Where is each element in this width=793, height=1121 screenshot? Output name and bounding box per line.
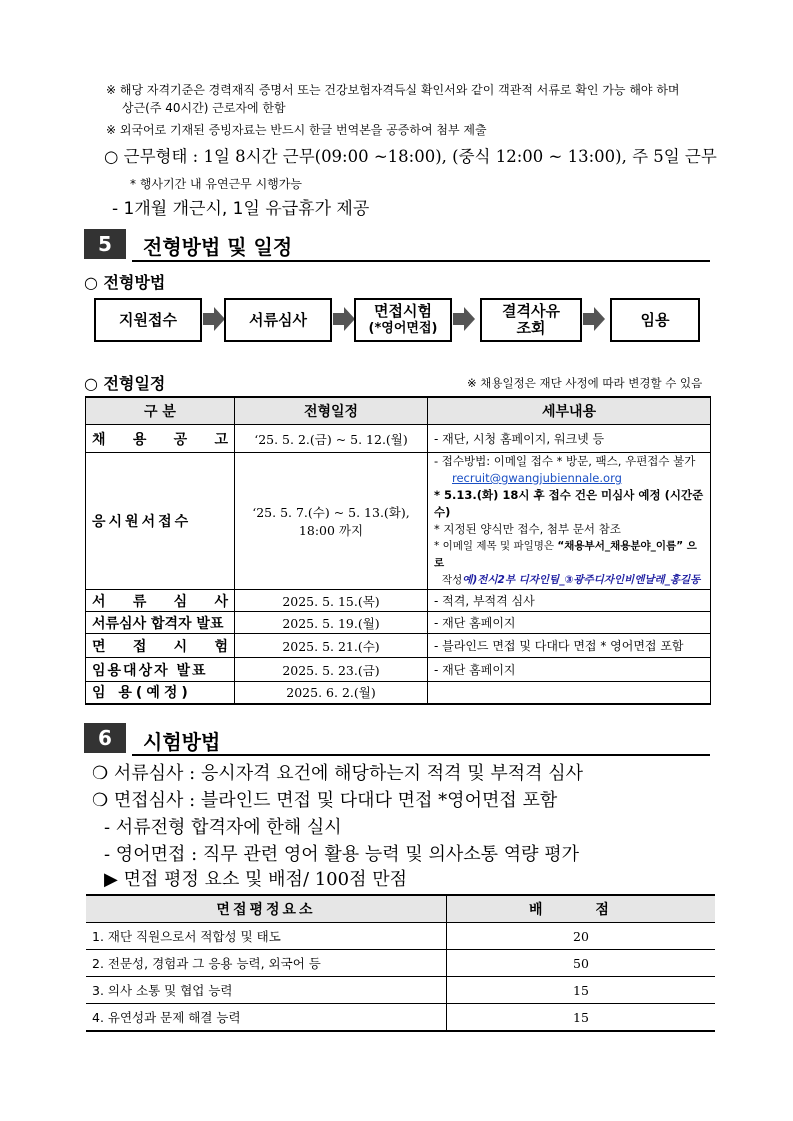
table-row (86, 425, 711, 453)
label-cell-text: 채 용 공 고 (92, 431, 228, 448)
table-row (86, 950, 715, 977)
work-type: ○ 근무형태 : 1일 8시간 근무(09:00 ~18:00), (중식 12:00 ~ 13:00), 주 5일 근무 (104, 147, 717, 166)
schedule-change-note: ※ 채용일정은 재단 사정에 따라 변경할 수 있음 (467, 376, 703, 390)
flow-step-interview (354, 298, 452, 342)
table-row (86, 634, 711, 658)
detail-cell: - 재단 홈페이지 (428, 658, 711, 682)
date-cell: ‘25. 5. 7.(수) ~ 5. 13.(화), 18:00 까지 (235, 453, 428, 590)
detail-cell (428, 682, 711, 704)
paid-leave: - 1개월 개근시, 1일 유급휴가 제공 (112, 199, 370, 219)
item-cell: 3. 의사 소통 및 협업 능력 (86, 977, 447, 1004)
flow-sublabel: 조회 (516, 319, 546, 337)
note-line: 상근(주 40시간) 근로자에 한함 (122, 101, 286, 115)
flow-sublabel: (*영어면접) (368, 321, 438, 336)
label-cell: 임 용(예정) (86, 682, 235, 704)
date-cell: 2025. 5. 23.(금) (235, 658, 428, 682)
table-row (86, 612, 711, 634)
exam-line-eligibility: - 서류전형 합격자에 한해 실시 (104, 817, 342, 838)
table-row (86, 682, 711, 704)
label-cell-text: 면 접 시 험 (92, 638, 228, 655)
flexible-work-note: * 행사기간 내 유연근무 시행가능 (130, 177, 302, 191)
item-cell: 4. 유연성과 문제 해결 능력 (86, 1004, 447, 1032)
flow-step-apply: 지원접수 (94, 298, 202, 342)
section-divider (132, 260, 710, 262)
exam-line-interview: ❍ 면접심사 : 블라인드 면접 및 다대다 면접 *영어면접 포함 (92, 790, 558, 811)
flow-step-document-review: 서류심사 (224, 298, 332, 342)
section-number: 5 (84, 229, 126, 259)
qualification-note (106, 81, 680, 117)
exam-line-document: ❍ 서류심사 : 응시자격 요건에 해당하는지 적격 및 부적격 심사 (92, 763, 584, 784)
col-header: 구 분 (86, 397, 235, 425)
table-row (86, 453, 711, 590)
date-cell: 2025. 5. 15.(목) (235, 590, 428, 612)
arrow-right-icon (583, 307, 605, 331)
schedule-heading: ○ 전형일정 (84, 374, 166, 393)
label-cell: 임용대상자 발표 (86, 658, 235, 682)
arrow-right-icon (453, 307, 475, 331)
label-cell-text: 서 류 심 사 (92, 593, 228, 610)
detail-cell: - 접수방법: 이메일 접수 * 방문, 팩스, 우편접수 불가 recruit@gwangjubiennale.org * 5.13.(화) 18시 후 접수 건은 미심사 예정 (시간준수) * 지정된 양식만 접수, 첨부 문서 참조 * 이메일 제목 및 파일명은 “채용부서_채용분야_이름” 으로 작성예)전시2부 디자인팀_③광주디자인비엔날레_홍길동 (428, 453, 711, 590)
label-cell: 서류심사 합격자 발표 (86, 612, 235, 634)
table-row (86, 1004, 715, 1032)
detail-cell: - 적격, 부적격 심사 (428, 590, 711, 612)
section-title: 시험방법 (143, 730, 221, 754)
detail-cell: - 재단, 시청 홈페이지, 워크넷 등 (428, 425, 711, 453)
table-row (86, 923, 715, 950)
score-cell: 15 (447, 977, 716, 1004)
label-cell: 응시원서접수 (86, 453, 235, 590)
col-header: 전형일정 (235, 397, 428, 425)
score-cell: 50 (447, 950, 716, 977)
flow-step-disqualification-check (480, 298, 582, 342)
score-cell: 20 (447, 923, 716, 950)
schedule-table (85, 396, 711, 705)
table-row (86, 658, 711, 682)
flow-step-appointment: 임용 (610, 298, 700, 342)
section-title: 전형방법 및 일정 (143, 235, 293, 259)
note-line: ※ 해당 자격기준은 경력재직 증명서 또는 건강보험자격득실 확인서와 같이 객관적 서류로 확인 가능 해야 하며 (106, 83, 680, 97)
method-heading: ○ 전형방법 (84, 273, 166, 292)
email-link[interactable]: recruit@gwangjubiennale.org (452, 471, 622, 485)
table-row (86, 590, 711, 612)
exam-line-scoring: ▶ 면접 평정 요소 및 배점/ 100점 만점 (104, 869, 407, 890)
arrow-right-icon (203, 307, 225, 331)
detail-cell: - 재단 홈페이지 (428, 612, 711, 634)
interview-scoring-table (86, 894, 715, 1032)
section-number: 6 (84, 723, 126, 753)
date-cell: 2025. 5. 19.(월) (235, 612, 428, 634)
exam-line-english: - 영어면접 : 직무 관련 영어 활용 능력 및 의사소통 역량 평가 (104, 844, 580, 865)
table-row (86, 977, 715, 1004)
flow-label: 결격사유 (502, 302, 560, 320)
col-header: 면접평정요소 (86, 895, 447, 923)
date-cell: 2025. 5. 21.(수) (235, 634, 428, 658)
score-cell: 15 (447, 1004, 716, 1032)
col-header: 세부내용 (428, 397, 711, 425)
arrow-right-icon (333, 307, 355, 331)
item-cell: 2. 전문성, 경험과 그 응용 능력, 외국어 등 (86, 950, 447, 977)
section-divider (132, 754, 710, 756)
col-header: 배 점 (447, 895, 716, 923)
detail-cell: - 블라인드 면접 및 다대다 면접 * 영어면접 포함 (428, 634, 711, 658)
date-cell: 2025. 6. 2.(월) (235, 682, 428, 704)
date-cell: ‘25. 5. 2.(금) ~ 5. 12.(월) (235, 425, 428, 453)
translation-note: ※ 외국어로 기재된 증빙자료는 반드시 한글 번역본을 공증하여 첨부 제출 (106, 123, 487, 137)
flow-label: 면접시험 (374, 302, 432, 320)
item-cell: 1. 재단 직원으로서 적합성 및 태도 (86, 923, 447, 950)
